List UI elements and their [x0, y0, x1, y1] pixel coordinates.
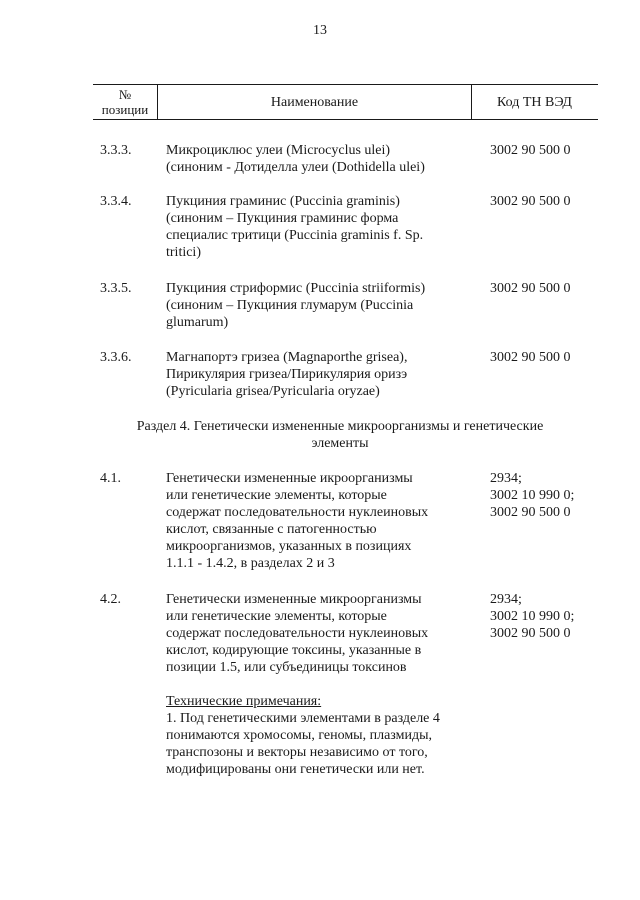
row-name-line: кислот, связанные с патогенностью	[166, 522, 377, 537]
row-number: 3.3.4.	[100, 194, 132, 209]
header-position-cell	[93, 85, 157, 119]
row-number: 3.3.5.	[100, 281, 132, 296]
row-name	[166, 349, 466, 400]
row-name-line: специалис тритици (Puccinia graminis f. Sp.	[166, 228, 424, 243]
row-name-line: Микроциклюс улеи (Microcyclus ulei)	[166, 143, 391, 158]
row-name-line: Пукциния стриформис (Puccinia striiformis)	[166, 281, 426, 296]
row-number: 3.3.3.	[100, 143, 132, 158]
row-code	[490, 280, 610, 297]
section-heading	[110, 418, 570, 452]
row-name-line: (Pyricularia grisea/Pyricularia oryzae)	[166, 384, 380, 399]
technical-notes-line: понимаются хромосомы, геномы, плазмиды,	[166, 728, 432, 743]
technical-notes-line: 1. Под генетическими элементами в разделе 4	[166, 711, 440, 726]
header-position-label: позиции	[101, 102, 149, 117]
row-name	[166, 193, 466, 261]
row-code	[490, 470, 610, 521]
row-code-line: 3002 90 500 0	[490, 505, 571, 520]
row-name-line: или генетические элементы, которые	[166, 488, 387, 503]
row-name	[166, 470, 466, 572]
technical-notes	[166, 693, 486, 778]
row-name-line: содержат последовательности нуклеиновых	[166, 505, 429, 520]
row-code-line: 2934;	[490, 592, 522, 607]
row-name-line: Пирикулярия гризеа/Пирикулярия оризэ	[166, 367, 408, 382]
header-code-cell	[471, 85, 598, 119]
technical-notes-line: модифицированы они генетически или нет.	[166, 762, 425, 777]
row-name-line: Пукциния граминис (Puccinia graminis)	[166, 194, 400, 209]
page-number: 13	[313, 23, 327, 38]
row-name-line: или генетические элементы, которые	[166, 609, 387, 624]
header-name-label: Наименование	[270, 94, 359, 110]
header-code-label: Код ТН ВЭД	[497, 94, 572, 110]
row-name-line: (синоним - Дотиделла улеи (Dothidella ulei)	[166, 160, 425, 175]
section-heading-line: элементы	[311, 436, 369, 451]
row-code-line: 3002 90 500 0	[490, 281, 571, 296]
header-name-cell	[157, 85, 472, 119]
row-name-line: микроорганизмов, указанных в позициях	[166, 539, 412, 554]
row-name-line: (синоним – Пукциния граминис форма	[166, 211, 399, 226]
row-name-line: tritici)	[166, 245, 201, 260]
header-position-number-sign: №	[118, 87, 132, 102]
row-name	[166, 591, 466, 676]
row-code-line: 3002 10 990 0;	[490, 488, 575, 503]
row-number: 3.3.6.	[100, 350, 132, 365]
row-code-line: 2934;	[490, 471, 522, 486]
technical-notes-line: транспозоны и векторы независимо от того,	[166, 745, 428, 760]
row-name	[166, 280, 466, 331]
row-code-line: 3002 90 500 0	[490, 194, 571, 209]
row-number: 4.2.	[100, 592, 121, 607]
technical-notes-title: Технические примечания:	[166, 694, 322, 709]
row-code	[490, 193, 610, 210]
row-code-line: 3002 90 500 0	[490, 626, 571, 641]
row-name-line: содержат последовательности нуклеиновых	[166, 626, 429, 641]
row-code	[490, 591, 610, 642]
row-name-line: кислот, кодирующие токсины, указанные в	[166, 643, 422, 658]
row-name-line: glumarum)	[166, 315, 229, 330]
table-header	[93, 84, 598, 120]
row-code	[490, 142, 610, 159]
row-name-line: Генетически измененные икроорганизмы	[166, 471, 413, 486]
row-code-line: 3002 10 990 0;	[490, 609, 575, 624]
row-name-line: позиции 1.5, или субъединицы токсинов	[166, 660, 407, 675]
section-heading-line: Раздел 4. Генетически измененные микроорганизмы и генетические	[136, 419, 544, 434]
row-code-line: 3002 90 500 0	[490, 143, 571, 158]
row-name	[166, 142, 466, 176]
row-name-line: Генетически измененные микроорганизмы	[166, 592, 422, 607]
row-name-line: (синоним – Пукциния глумарум (Puccinia	[166, 298, 414, 313]
row-name-line: Магнапортэ гризеа (Magnaporthe grisea),	[166, 350, 408, 365]
row-name-line: 1.1.1 - 1.4.2, в разделах 2 и 3	[166, 556, 335, 571]
row-code-line: 3002 90 500 0	[490, 350, 571, 365]
row-number: 4.1.	[100, 471, 121, 486]
row-code	[490, 349, 610, 366]
